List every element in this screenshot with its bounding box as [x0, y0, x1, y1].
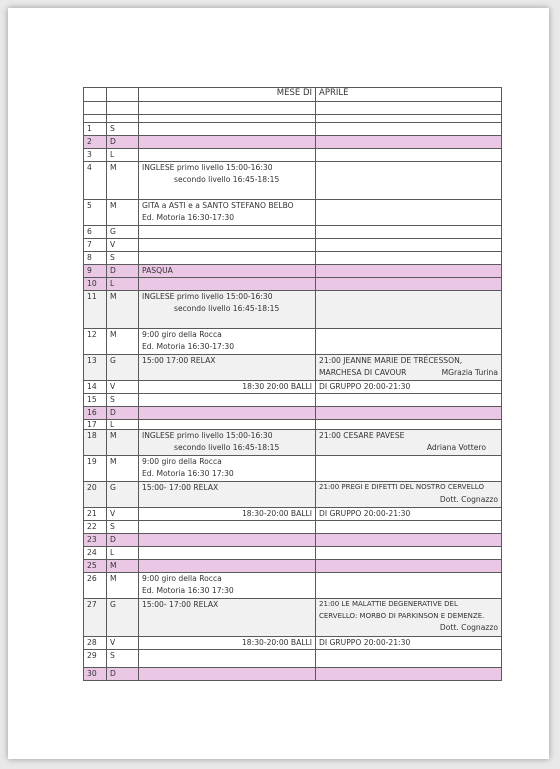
weekday-letter: L — [107, 547, 139, 560]
cell — [84, 88, 107, 102]
activity-line: 9:00 giro della Rocca — [142, 330, 222, 339]
day-row — [84, 136, 502, 149]
activity-line: secondo livello 16:45-18:15 — [174, 442, 280, 452]
activity-line: 18:30 20:00 BALLI — [139, 381, 316, 394]
activity-line: secondo livello 16:45-18:15 — [174, 174, 280, 184]
day-row — [84, 456, 502, 482]
weekday-letter: S — [107, 394, 139, 407]
day-number: 24 — [84, 547, 107, 560]
day-row — [84, 521, 502, 534]
activity-line: 9:00 giro della Rocca — [142, 457, 222, 466]
activity-line: Ed. Motoria 16:30 17:30 — [142, 585, 234, 595]
day-number: 7 — [84, 239, 107, 252]
weekday-letter: D — [107, 265, 139, 278]
evening-line: 21:00 LE MALATTIE DEGENERATIVE DEL — [319, 600, 458, 608]
day-row — [84, 278, 502, 291]
day-number: 29 — [84, 650, 107, 668]
evening-line: DI GRUPPO 20:00-21:30 — [316, 381, 502, 394]
table-header-row — [84, 88, 502, 102]
calendar-table — [83, 87, 502, 681]
speaker-name: Adriana Vottero — [426, 442, 486, 452]
cell — [107, 88, 139, 102]
activity-line: 18:30-20:00 BALLI — [139, 637, 316, 650]
evening-line: 21:00 JEANNE MARIE DE TRÉCESSON, — [319, 356, 463, 365]
day-number: 27 — [84, 599, 107, 637]
day-row — [84, 668, 502, 681]
activity-line: 15:00- 17:00 RELAX — [139, 482, 316, 508]
day-number: 22 — [84, 521, 107, 534]
weekday-letter: M — [107, 430, 139, 456]
day-number: 2 — [84, 136, 107, 149]
day-number: 16 — [84, 407, 107, 420]
weekday-letter: G — [107, 355, 139, 381]
weekday-letter: V — [107, 508, 139, 521]
day-row — [84, 329, 502, 355]
day-number: 21 — [84, 508, 107, 521]
day-number: 4 — [84, 162, 107, 200]
paper-sheet — [8, 8, 549, 759]
day-number: 30 — [84, 668, 107, 681]
speaker-name: Dott. Cognazzo — [439, 623, 498, 632]
day-number: 19 — [84, 456, 107, 482]
day-row — [84, 599, 502, 637]
day-row — [84, 200, 502, 226]
activity-line: 15:00- 17:00 RELAX — [139, 599, 316, 637]
day-number: 11 — [84, 291, 107, 329]
day-number: 28 — [84, 637, 107, 650]
day-row — [84, 407, 502, 420]
weekday-letter: D — [107, 136, 139, 149]
day-row — [84, 226, 502, 239]
weekday-letter: G — [107, 226, 139, 239]
speaker-name: Dott. Cognazzo — [439, 494, 498, 504]
day-number: 14 — [84, 381, 107, 394]
activity-line: Ed. Motoria 16:30-17:30 — [142, 341, 235, 351]
day-number: 8 — [84, 252, 107, 265]
day-number: 20 — [84, 482, 107, 508]
activity-line: INGLESE primo livello 15:00-16:30 — [142, 292, 273, 301]
day-number: 13 — [84, 355, 107, 381]
day-row — [84, 162, 502, 200]
activity-line: 15:00 17:00 RELAX — [139, 355, 316, 381]
weekday-letter: G — [107, 599, 139, 637]
weekday-letter: V — [107, 239, 139, 252]
evening-line: MARCHESA DI CAVOUR — [319, 367, 407, 377]
day-number: 5 — [84, 200, 107, 226]
weekday-letter: S — [107, 521, 139, 534]
activity-line: GITA a ASTI e a SANTO STEFANO BELBO — [142, 201, 294, 210]
month-name: APRILE — [316, 88, 502, 102]
weekday-letter: D — [107, 407, 139, 420]
weekday-letter: L — [107, 278, 139, 291]
evening-line: 21:00 PREGI E DIFETTI DEL NOSTRO CERVELLO — [319, 483, 484, 491]
day-row — [84, 123, 502, 136]
day-row — [84, 291, 502, 329]
weekday-letter: M — [107, 162, 139, 200]
weekday-letter: M — [107, 573, 139, 599]
day-number: 17 — [84, 420, 107, 430]
activity-line: secondo livello 16:45-18:15 — [174, 303, 280, 313]
spacer-row — [84, 102, 502, 115]
day-row — [84, 482, 502, 508]
day-row — [84, 420, 502, 430]
evening-line: 21:00 CESARE PAVESE — [319, 431, 405, 440]
weekday-letter: M — [107, 200, 139, 226]
activity-line: Ed. Motoria 16:30-17:30 — [142, 212, 235, 222]
day-row — [84, 252, 502, 265]
weekday-letter: M — [107, 456, 139, 482]
weekday-letter: D — [107, 534, 139, 547]
day-row — [84, 355, 502, 381]
day-number: 1 — [84, 123, 107, 136]
day-row — [84, 430, 502, 456]
day-number: 23 — [84, 534, 107, 547]
day-row — [84, 534, 502, 547]
day-number: 10 — [84, 278, 107, 291]
day-row — [84, 560, 502, 573]
day-row — [84, 650, 502, 668]
weekday-letter: D — [107, 668, 139, 681]
activity-line: 9:00 giro della Rocca — [142, 574, 222, 583]
day-row — [84, 637, 502, 650]
weekday-letter: L — [107, 149, 139, 162]
activity-line: INGLESE primo livello 15:00-16:30 — [142, 431, 273, 440]
activity-line: PASQUA — [139, 265, 316, 278]
day-row — [84, 265, 502, 278]
activity-line: 18:30-20:00 BALLI — [139, 508, 316, 521]
weekday-letter: L — [107, 420, 139, 430]
evening-line: CERVELLO: MORBO DI PARKINSON E DEMENZE. — [319, 611, 485, 620]
day-row — [84, 547, 502, 560]
mese-label: MESE DI — [139, 88, 316, 102]
weekday-letter: G — [107, 482, 139, 508]
evening-line: DI GRUPPO 20:00-21:30 — [316, 637, 502, 650]
day-row — [84, 381, 502, 394]
day-number: 18 — [84, 430, 107, 456]
weekday-letter: M — [107, 291, 139, 329]
day-row — [84, 394, 502, 407]
weekday-letter: V — [107, 381, 139, 394]
weekday-letter: S — [107, 650, 139, 668]
day-number: 3 — [84, 149, 107, 162]
activity-line: Ed. Motoria 16:30 17:30 — [142, 468, 234, 478]
weekday-letter: M — [107, 329, 139, 355]
day-number: 9 — [84, 265, 107, 278]
day-number: 26 — [84, 573, 107, 599]
day-row — [84, 573, 502, 599]
speaker-name: MGrazia Turina — [441, 367, 498, 377]
day-number: 6 — [84, 226, 107, 239]
day-number: 15 — [84, 394, 107, 407]
evening-line: DI GRUPPO 20:00-21:30 — [316, 508, 502, 521]
day-number: 25 — [84, 560, 107, 573]
spacer-row — [84, 115, 502, 123]
activity-line: INGLESE primo livello 15:00-16:30 — [142, 163, 273, 172]
day-row — [84, 149, 502, 162]
day-row — [84, 239, 502, 252]
weekday-letter: V — [107, 637, 139, 650]
weekday-letter: S — [107, 252, 139, 265]
weekday-letter: M — [107, 560, 139, 573]
day-number: 12 — [84, 329, 107, 355]
day-row — [84, 508, 502, 521]
weekday-letter: S — [107, 123, 139, 136]
